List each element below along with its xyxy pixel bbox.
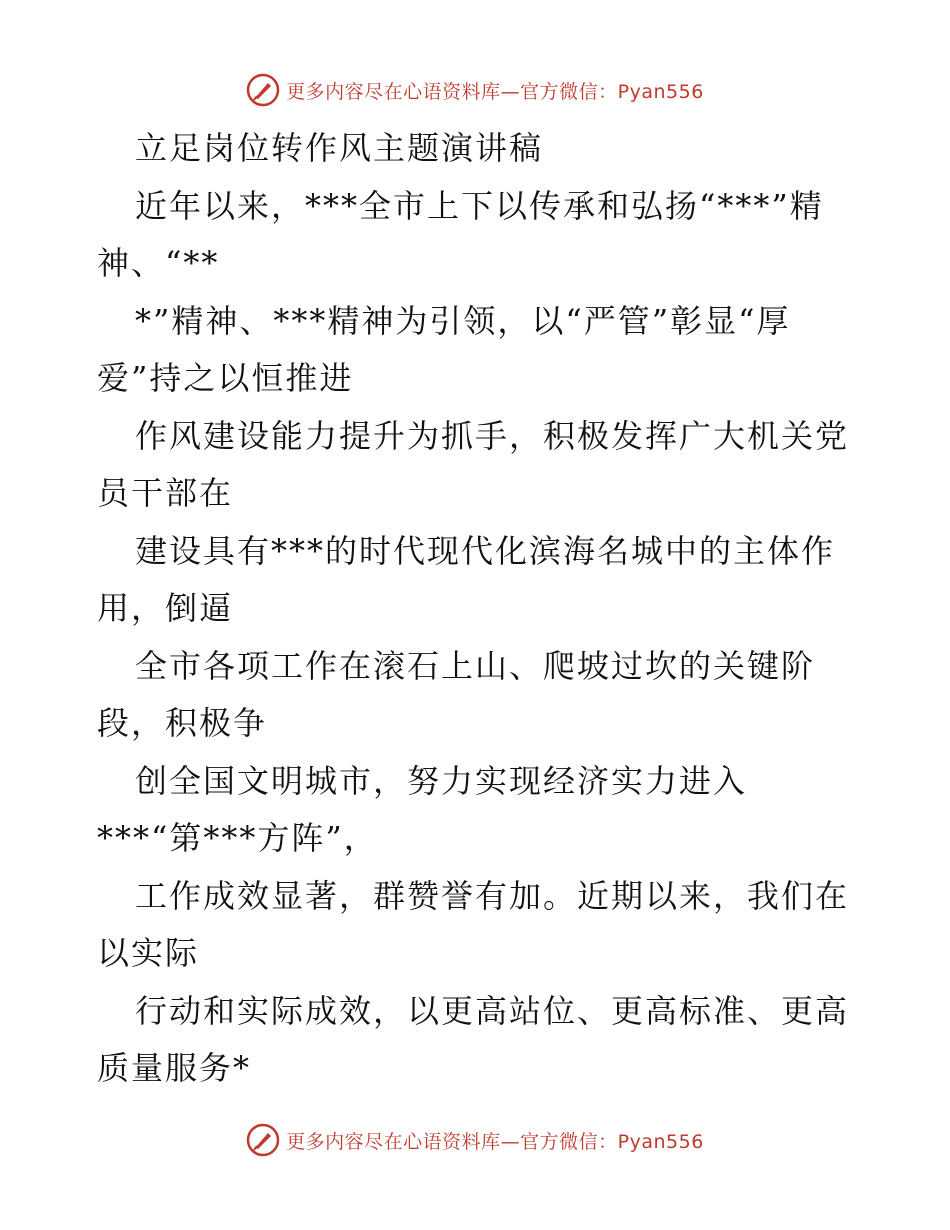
- feather-pen-logo-icon: [246, 1123, 280, 1157]
- feather-pen-logo-icon: [246, 73, 280, 107]
- paragraph-line: 神、“**: [97, 244, 220, 282]
- paragraph-line: 近年以来，***全市上下以传承和弘扬“***”精: [135, 186, 824, 225]
- document-title: 立足岗位转作风主题演讲稿: [135, 129, 544, 167]
- paragraph-line: 爱”持之以恒推进: [97, 359, 354, 397]
- paragraph-line: 作风建设能力提升为抓手，积极发挥广大机关党: [135, 416, 850, 455]
- paragraph-line: 员干部在: [97, 474, 234, 512]
- paragraph-line: 创全国文明城市，努力实现经济实力进入: [135, 761, 748, 800]
- paragraph-line: 用，倒逼: [97, 589, 234, 627]
- paragraph-line: 行动和实际成效，以更高站位、更高标准、更高: [135, 991, 850, 1030]
- banner-text: 更多内容尽在心语资料库—官方微信：Pyan556: [286, 80, 704, 103]
- paragraph-line: 全市各项工作在滚石上山、爬坡过坎的关键阶: [135, 646, 816, 685]
- paragraph-line: 建设具有***的时代现代化滨海名城中的主体作: [135, 531, 836, 570]
- header-banner: [0, 70, 950, 110]
- paragraph-line: 质量服务*: [97, 1049, 252, 1087]
- paragraph-line: *”精神、***精神为引领，以“严管”彰显“厚: [135, 301, 791, 340]
- paragraph-line: 段，积极争: [97, 704, 268, 742]
- paragraph-line: ***“第***方阵”，: [97, 819, 378, 857]
- paragraph-line: 工作成效显著，群赞誉有加。近期以来，我们在: [135, 876, 850, 915]
- footer-banner: [0, 1120, 950, 1160]
- banner-text: 更多内容尽在心语资料库—官方微信：Pyan556: [286, 1130, 704, 1153]
- paragraph-line: 以实际: [97, 934, 200, 972]
- document-body: [97, 120, 857, 1098]
